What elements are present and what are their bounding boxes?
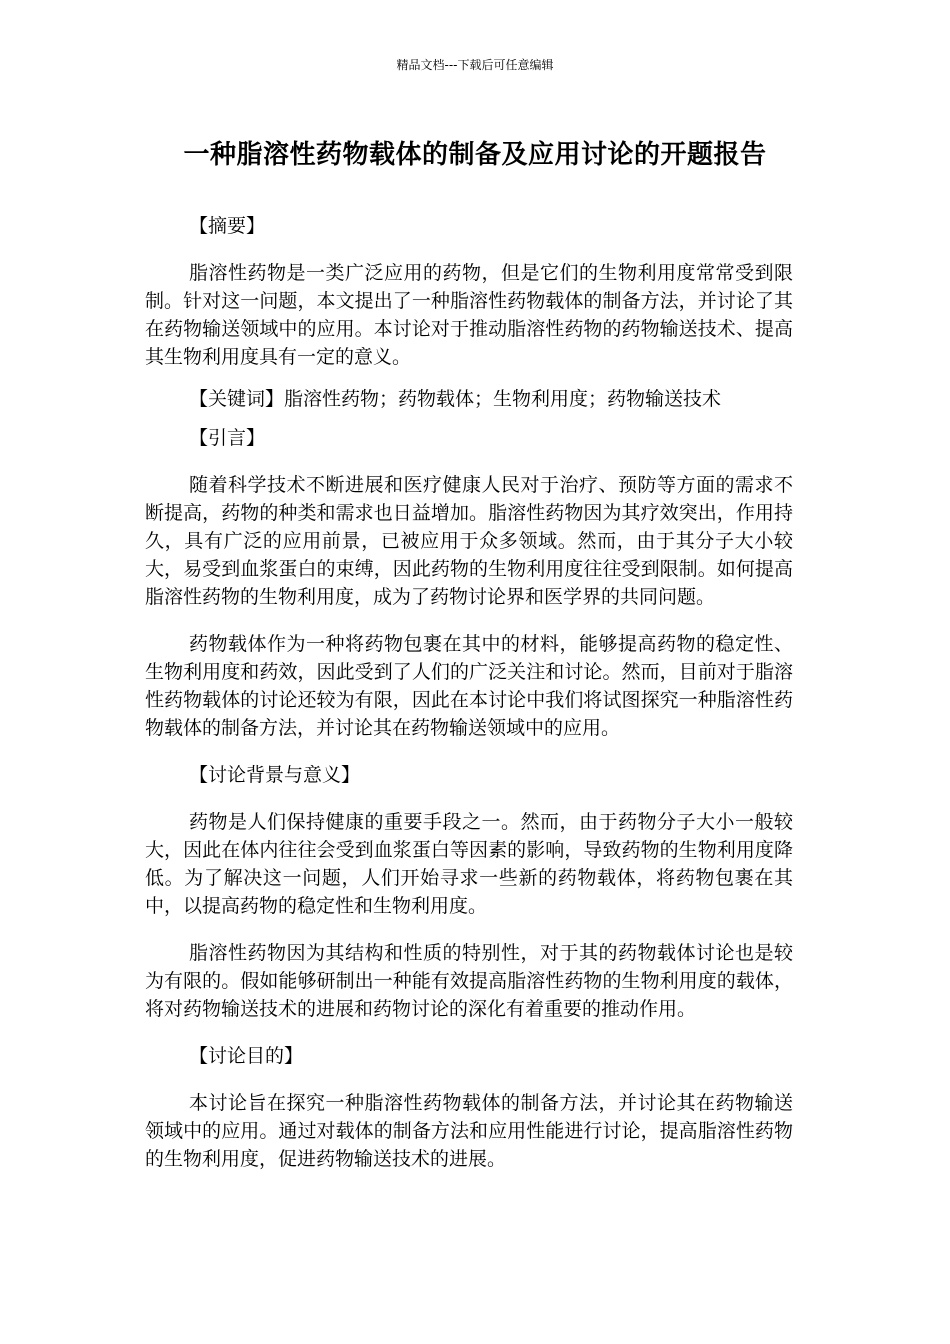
introduction-paragraph-1: 随着科学技术不断进展和医疗健康人民对于治疗、预防等方面的需求不断提高，药物的种类和需求也日益增加。脂溶性药物因为其疗效突出，作用持久，具有广泛的应用前景，已被应用于众多领域。然而，由于其分子大小较大，易受到血浆蛋白的束缚，因此药物的生物利用度往往受到限制。如何提高脂溶性药物的生物利用度，成为了药物讨论界和医学界的共同问题。 — [145, 474, 793, 608]
page-header-note: 精品文档---下载后可任意编辑 — [396, 58, 554, 72]
document-body — [145, 212, 793, 1173]
background-paragraph-2: 脂溶性药物因为其结构和性质的特别性，对于其的药物载体讨论也是较为有限的。假如能够研制出一种能有效提高脂溶性药物的生物利用度的载体，将对药物输送技术的进展和药物讨论的深化有着重要的推动作用。 — [145, 942, 793, 1020]
keywords-line: 【关键词】脂溶性药物；药物载体；生物利用度；药物输送技术 — [189, 388, 722, 410]
abstract-heading: 【摘要】 — [189, 215, 266, 237]
document-title: 一种脂溶性药物载体的制备及应用讨论的开题报告 — [183, 140, 767, 170]
purpose-paragraph: 本讨论旨在探究一种脂溶性药物载体的制备方法，并讨论其在药物输送领域中的应用。通过对载体的制备方法和应用性能进行讨论，提高脂溶性药物的生物利用度，促进药物输送技术的进展。 — [145, 1092, 793, 1170]
purpose-heading: 【讨论目的】 — [189, 1045, 304, 1067]
introduction-heading: 【引言】 — [189, 427, 266, 449]
background-paragraph-1: 药物是人们保持健康的重要手段之一。然而，由于药物分子大小一般较大，因此在体内往往会受到血浆蛋白等因素的影响，导致药物的生物利用度降低。为了解决这一问题，人们开始寻求一些新的药物载体，将药物包裹在其中，以提高药物的稳定性和生物利用度。 — [145, 811, 793, 917]
abstract-paragraph: 脂溶性药物是一类广泛应用的药物，但是它们的生物利用度常常受到限制。针对这一问题，本文提出了一种脂溶性药物载体的制备方法，并讨论了其在药物输送领域中的应用。本讨论对于推动脂溶性药物的药物输送技术、提高其生物利用度具有一定的意义。 — [145, 262, 793, 368]
introduction-paragraph-2: 药物载体作为一种将药物包裹在其中的材料，能够提高药物的稳定性、生物利用度和药效，因此受到了人们的广泛关注和讨论。然而，目前对于脂溶性药物载体的讨论还较为有限，因此在本讨论中我们将试图探究一种脂溶性药物载体的制备方法，并讨论其在药物输送领域中的应用。 — [145, 633, 793, 739]
background-heading: 【讨论背景与意义】 — [189, 764, 361, 786]
